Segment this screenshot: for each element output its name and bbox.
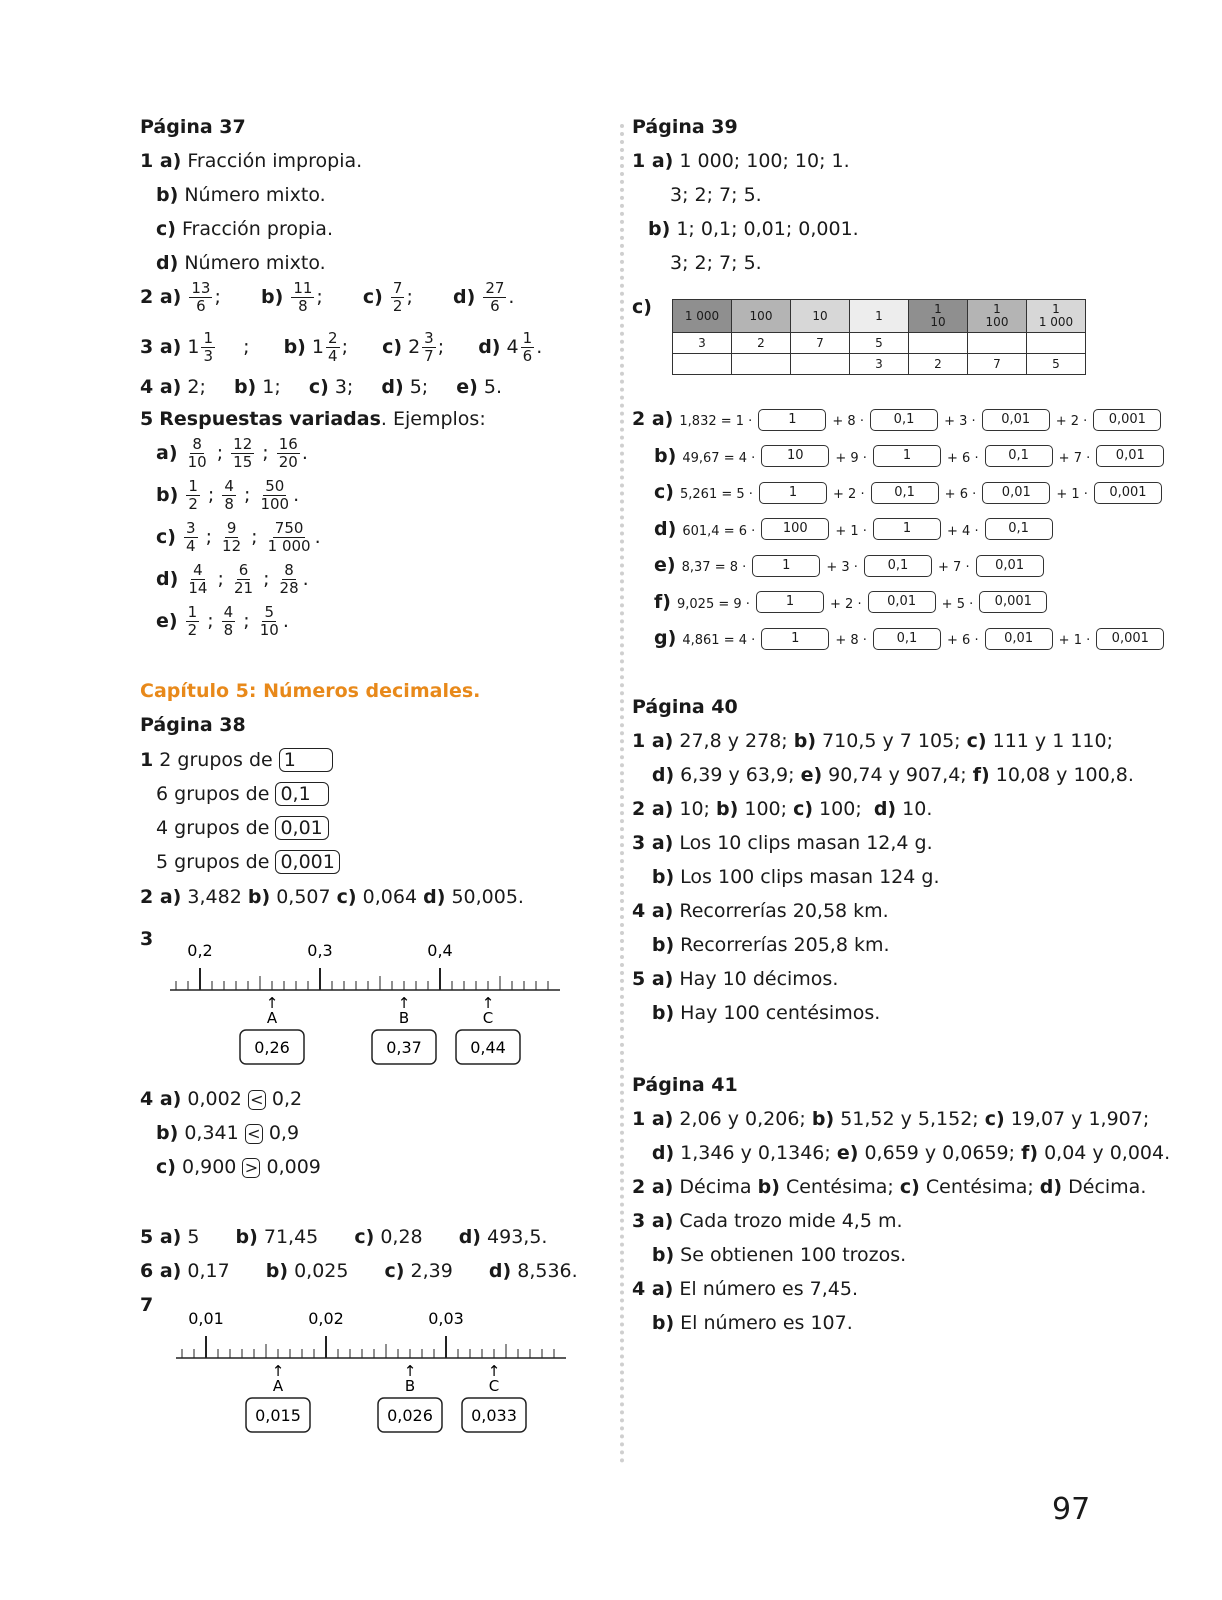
p41-line: b) El número es 107. [632, 1312, 853, 1334]
point-value: 0,26 [254, 1038, 290, 1057]
fraction: $\frac{4}{8}$ [223, 603, 234, 639]
table-cell [1027, 333, 1086, 354]
p39-q2-row: d) 601,4 = 6 · 100 + 1 · 1 + 4 · 0,1 [654, 518, 1053, 543]
p38-q7-label: 7 [140, 1294, 154, 1316]
value-box: 10 [761, 445, 829, 467]
table-cell: 5 [850, 333, 909, 354]
p41-line: 1 a) 2,06 y 0,206; b) 51,52 y 5,152; c) 19,07 y 1,907; [632, 1108, 1150, 1130]
table-cell: 3 [673, 333, 732, 354]
table-header-cell: 10 [791, 300, 850, 333]
table-cell: 7 [968, 354, 1027, 375]
fraction: $\frac{7}{2}$ [392, 279, 403, 315]
value-box: 0,1 [873, 628, 941, 650]
p38-q1-item: 1 2 grupos de 1 [140, 748, 333, 772]
arrow-icon: ↑ [397, 994, 411, 1012]
point-value: 0,015 [255, 1406, 301, 1425]
fraction: $\frac{750}{1 000}$ [267, 519, 311, 555]
p40-line: b) Hay 100 centésimos. [632, 1002, 881, 1024]
arrow-icon: ↑ [403, 1362, 417, 1380]
value-box: 0,1 [871, 482, 939, 504]
value-box: 0,1 [870, 409, 938, 431]
fraction: $\frac{8}{10}$ [187, 435, 207, 471]
point-label: C [482, 1009, 494, 1027]
arrow-icon: ↑ [265, 994, 279, 1012]
p39-q1-item: 3; 2; 7; 5. [670, 184, 762, 206]
value-box: 0,001 [1094, 482, 1162, 504]
arrow-icon: ↑ [487, 1362, 501, 1380]
table-cell [732, 354, 791, 375]
p41-line: d) 1,346 y 0,1346; e) 0,659 y 0,0659; f) 0,04 y 0,004. [632, 1142, 1171, 1164]
tick-label: 0,2 [187, 941, 213, 960]
arrow-icon: ↑ [271, 1362, 285, 1380]
comparison-box: < [245, 1124, 263, 1144]
column-divider [620, 124, 624, 1464]
value-box: 0,01 [985, 628, 1053, 650]
p37-q1-item: b) Número mixto. [156, 184, 326, 206]
arrow-icon: ↑ [481, 994, 495, 1012]
comparison-box: > [242, 1158, 260, 1178]
value-box: 1 [752, 555, 820, 577]
p41-line: 4 a) El número es 7,45. [632, 1278, 859, 1300]
value-box: 0,01 [982, 409, 1050, 431]
value-box: 1 [873, 445, 941, 467]
p40-line: 2 a) 10; b) 100; c) 100; d) 10. [632, 798, 933, 820]
value-box: 0,01 [868, 591, 936, 613]
p41-line: 2 a) Décima b) Centésima; c) Centésima; d) Décima. [632, 1176, 1147, 1198]
p39-title: Página 39 [632, 116, 738, 138]
p40-line: 1 a) 27,8 y 278; b) 710,5 y 7 105; c) 111 y 1 110; [632, 730, 1113, 752]
p37-q5-row: d) $\frac{4}{14}$ ; $\frac{6}{21}$ ; $\frac{8}{28}$ . [156, 561, 309, 597]
p39-q2-row: e) 8,37 = 8 · 1 + 3 · 0,1 + 7 · 0,01 [654, 554, 1044, 579]
p39-q1-item: 1 a) 1 000; 100; 10; 1. [632, 150, 850, 172]
table-cell: 3 [850, 354, 909, 375]
p37-q5-row: e) $\frac{1}{2}$ ; $\frac{4}{8}$ ; $\frac{5}{10}$ . [156, 603, 289, 639]
fraction: $\frac{16}{20}$ [278, 435, 298, 471]
fraction: $\frac{11}{8}$ [293, 279, 313, 315]
value-box: 0,01 [1096, 445, 1164, 467]
number-line-q7 [176, 1290, 576, 1440]
fraction: $\frac{5}{10}$ [259, 603, 279, 639]
fraction: $\frac{4}{14}$ [188, 561, 208, 597]
p39-q2-row: 2 a) 1,832 = 1 · 1 + 8 · 0,1 + 3 · 0,01 + 2 · 0,001 [632, 408, 1161, 433]
p37-q3: 3 a) 1 $\frac{1}{3}$ ; b) 1 $\frac{2}{4}$ ; c) 2 $\frac{3}{7}$ ; d) 4 $\frac{1}{6}$ . [140, 329, 543, 365]
point-value: 0,37 [386, 1038, 422, 1057]
p40-line: b) Los 100 clips masan 124 g. [632, 866, 940, 888]
fraction: $\frac{50}{100}$ [260, 477, 290, 513]
value-box: 0,001 [1093, 409, 1161, 431]
table-cell: 7 [791, 333, 850, 354]
answer-box: 1 [279, 748, 333, 772]
p41-title: Página 41 [632, 1074, 738, 1096]
p39-q2-row: c) 5,261 = 5 · 1 + 2 · 0,1 + 6 · 0,01 + 1 · 0,001 [654, 481, 1162, 506]
value-box: 0,01 [982, 482, 1050, 504]
chapter-title: Capítulo 5: Números decimales. [140, 680, 481, 702]
p40-line: 3 a) Los 10 clips masan 12,4 g. [632, 832, 933, 854]
value-box: 1 [761, 628, 829, 650]
point-value: 0,44 [470, 1038, 506, 1057]
tick-label: 0,01 [188, 1309, 224, 1328]
table-header-cell: 1 000 [673, 300, 732, 333]
table-cell: 2 [909, 354, 968, 375]
fraction: $\frac{1}{2}$ [187, 603, 198, 639]
point-value: 0,026 [387, 1406, 433, 1425]
p38-q1-item: 5 grupos de 0,001 [156, 850, 340, 874]
value-box: 100 [761, 518, 829, 540]
p40-line: b) Recorrerías 205,8 km. [632, 934, 890, 956]
value-box: 0,01 [976, 555, 1044, 577]
point-value: 0,033 [471, 1406, 517, 1425]
table-header-cell: 1 [850, 300, 909, 333]
table-header-cell: 1 1 000 [1027, 300, 1086, 333]
fraction: $\frac{12}{15}$ [233, 435, 253, 471]
p37-q1-item: c) Fracción propia. [156, 218, 333, 240]
value-box: 0,1 [985, 445, 1053, 467]
p38-q4-item: b) 0,341 < 0,9 [156, 1122, 300, 1144]
p37-title: Página 37 [140, 116, 246, 138]
tick-label: 0,3 [307, 941, 333, 960]
p37-q5-row: b) $\frac{1}{2}$ ; $\frac{4}{8}$ ; $\frac{50}{100}$ . [156, 477, 300, 513]
table-cell [968, 333, 1027, 354]
answer-box: 0,1 [275, 782, 329, 806]
p39-q2-row: g) 4,861 = 4 · 1 + 8 · 0,1 + 6 · 0,01 + 1 · 0,001 [654, 627, 1164, 652]
p38-q4-item: 4 a) 0,002 < 0,2 [140, 1088, 303, 1110]
p37-q5-row: c) $\frac{3}{4}$ ; $\frac{9}{12}$ ; $\frac{750}{1 000}$ . [156, 519, 321, 555]
p38-q2: 2 a) 3,482 b) 0,507 c) 0,064 d) 50,005. [140, 886, 524, 908]
p37-q1-item: d) Número mixto. [156, 252, 326, 274]
value-box: 0,1 [985, 518, 1053, 540]
p37-q2: 2 a) $\frac{13}{6}$ ; b) $\frac{11}{8}$ ; c) $\frac{7}{2}$ ; d) $\frac{27}{6}$ . [140, 279, 515, 315]
p39-table-label: c) [632, 296, 652, 318]
p40-title: Página 40 [632, 696, 738, 718]
p39-q1-item: 3; 2; 7; 5. [670, 252, 762, 274]
answer-box: 0,01 [275, 816, 329, 840]
p40-line: 4 a) Recorrerías 20,58 km. [632, 900, 889, 922]
page-number: 97 [1052, 1492, 1091, 1527]
table-cell: 2 [732, 333, 791, 354]
table-cell: 5 [1027, 354, 1086, 375]
p40-line: 5 a) Hay 10 décimos. [632, 968, 839, 990]
fraction: $\frac{1}{2}$ [188, 477, 198, 513]
p38-q3-label: 3 [140, 928, 154, 950]
fraction: $\frac{9}{12}$ [222, 519, 242, 555]
answer-box: 0,001 [275, 850, 339, 874]
value-box: 1 [873, 518, 941, 540]
p37-q5: 5 Respuestas variadas. Ejemplos: [140, 408, 486, 430]
p38-q1-item: 4 grupos de 0,01 [156, 816, 329, 840]
p40-line: d) 6,39 y 63,9; e) 90,74 y 907,4; f) 10,08 y 100,8. [632, 764, 1134, 786]
fraction: $\frac{3}{4}$ [186, 519, 196, 555]
point-label: B [398, 1009, 410, 1027]
p41-line: 3 a) Cada trozo mide 4,5 m. [632, 1210, 903, 1232]
point-label: A [272, 1377, 284, 1395]
fraction: $\frac{6}{21}$ [233, 561, 254, 597]
table-cell [791, 354, 850, 375]
tick-label: 0,03 [428, 1309, 464, 1328]
table-header-cell: 100 [732, 300, 791, 333]
p37-q4: 4 a) 2; b) 1; c) 3; d) 5; e) 5. [140, 376, 503, 398]
place-value-table [672, 299, 1086, 375]
number-line-q3 [170, 922, 570, 1072]
value-box: 0,1 [864, 555, 932, 577]
p38-title: Página 38 [140, 714, 246, 736]
fraction: $\frac{13}{6}$ [191, 279, 211, 315]
p38-q1-item: 6 grupos de 0,1 [156, 782, 329, 806]
value-box: 0,001 [1096, 628, 1164, 650]
p38-q5: 5 a) 5 b) 71,45 c) 0,28 d) 493,5. [140, 1226, 548, 1248]
fraction: $\frac{8}{28}$ [279, 561, 299, 597]
p38-q4-item: c) 0,900 > 0,009 [156, 1156, 321, 1178]
tick-label: 0,02 [308, 1309, 344, 1328]
p37-q1-item: 1 a) Fracción impropia. [140, 150, 363, 172]
table-cell [909, 333, 968, 354]
point-label: B [404, 1377, 416, 1395]
value-box: 1 [756, 591, 824, 613]
table-header-cell: 1 10 [909, 300, 968, 333]
p41-line: b) Se obtienen 100 trozos. [632, 1244, 907, 1266]
value-box: 0,001 [979, 591, 1047, 613]
p38-q6: 6 a) 0,17 b) 0,025 c) 2,39 d) 8,536. [140, 1260, 578, 1282]
p39-q2-row: f) 9,025 = 9 · 1 + 2 · 0,01 + 5 · 0,001 [654, 591, 1047, 616]
p39-q1-item: b) 1; 0,1; 0,01; 0,001. [648, 218, 859, 240]
comparison-box: < [248, 1090, 266, 1110]
fraction: $\frac{4}{8}$ [224, 477, 234, 513]
table-header-cell: 1 100 [968, 300, 1027, 333]
value-box: 1 [759, 482, 827, 504]
point-label: C [488, 1377, 500, 1395]
tick-label: 0,4 [427, 941, 453, 960]
point-label: A [266, 1009, 278, 1027]
value-box: 1 [758, 409, 826, 431]
p37-q5-row: a) $\frac{8}{10}$ ; $\frac{12}{15}$ ; $\frac{16}{20}$ . [156, 435, 308, 471]
fraction: $\frac{27}{6}$ [485, 279, 505, 315]
p39-q2-row: b) 49,67 = 4 · 10 + 9 · 1 + 6 · 0,1 + 7 · 0,01 [654, 445, 1164, 470]
table-cell [673, 354, 732, 375]
